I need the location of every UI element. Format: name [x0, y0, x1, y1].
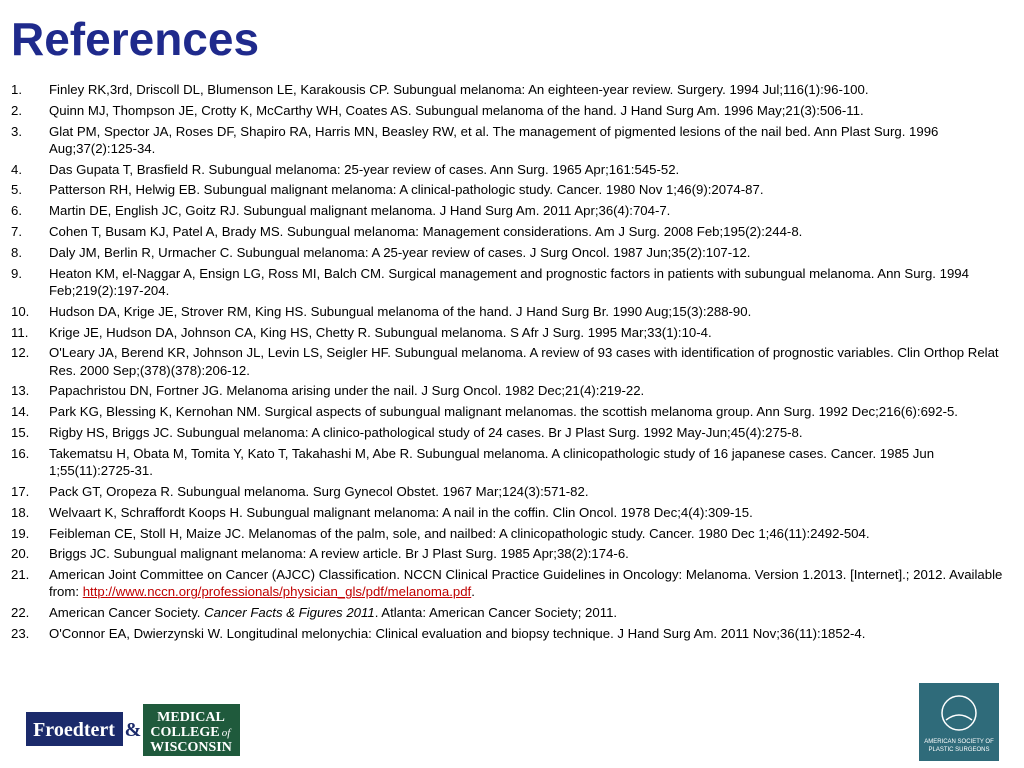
reference-number: 14. — [11, 404, 30, 420]
reference-item — [0, 483, 1016, 500]
reference-item — [0, 403, 1016, 420]
reference-item — [0, 202, 1016, 219]
reference-text: Park KG, Blessing K, Kernohan NM. Surgical aspects of subungual malignant melanomas. the scottish melanoma group. Ann Surg. 1992 Dec;216(6):692-5. — [49, 404, 958, 420]
nccn-guidelines-link[interactable]: http://www.nccn.org/professionals/physician_gls/pdf/melanoma.pdf — [82, 584, 472, 600]
reference-item — [0, 102, 1016, 119]
reference-number: 10. — [11, 303, 30, 319]
reference-text: Glat PM, Spector JA, Roses DF, Shapiro RA, Harris MN, Beasley RW, et al. The management of pigmented lesions of the nail bed. Ann Plast Surg. 1996 Aug;37(2):125-34. — [49, 123, 939, 156]
reference-item — [0, 424, 1016, 441]
reference-number: 1. — [11, 82, 22, 97]
reference-text: Patterson RH, Helwig EB. Subungual malignant melanoma: A clinical-pathologic study. Cancer. 1980 Nov 1;46(9):2074-87. — [49, 182, 764, 198]
reference-number: 11. — [11, 324, 29, 340]
reference-number: 21. — [11, 567, 30, 583]
reference-text: Quinn MJ, Thompson JE, Crotty K, McCarthy WH, Coates AS. Subungual melanoma of the hand. J Hand Surg Am. 1996 May;21(3):506-11. — [49, 102, 864, 118]
reference-item — [0, 265, 1016, 300]
reference-number: 17. — [11, 483, 30, 499]
reference-number: 5. — [11, 182, 22, 198]
reference-item — [0, 504, 1016, 521]
froedtert-medical-college-logo — [26, 704, 240, 756]
reference-text: Pack GT, Oropeza R. Subungual melanoma. Surg Gynecol Obstet. 1967 Mar;124(3):571-82. — [49, 483, 589, 499]
reference-item — [0, 625, 1016, 642]
asps-logo — [919, 683, 999, 761]
reference-text: O'Leary JA, Berend KR, Johnson JL, Levin LS, Seigler HF. Subungual melanoma. A review of 93 cases with identification of prognostic variables. Clin Orthop Relat Res. 2000 Sep;(378)(378):206-12. — [49, 345, 999, 378]
reference-item — [0, 223, 1016, 240]
page-title: References — [11, 13, 260, 65]
reference-text: Finley RK,3rd, Driscoll DL, Blumenson LE, Karakousis CP. Subungual melanoma: An eighteen-year review. Surgery. 1994 Jul;116(1):96-100. — [49, 82, 869, 97]
reference-item — [0, 244, 1016, 261]
reference-text: Takematsu H, Obata M, Tomita Y, Kato T, Takahashi M, Abe R. Subungual melanoma. A clinicopathologic study of 16 japanese cases. Cancer. 1985 Jun 1;55(11):2725-31. — [49, 445, 935, 479]
reference-number: 15. — [11, 425, 30, 441]
reference-item — [0, 161, 1016, 178]
reference-item — [0, 382, 1016, 399]
reference-text-end: . Atlanta: American Cancer Society; 2011. — [374, 605, 618, 621]
reference-number: 23. — [11, 626, 30, 642]
reference-number: 9. — [11, 265, 22, 281]
reference-text: Das Gupata T, Brasfield R. Subungual melanoma: 25-year review of cases. Ann Surg. 1965 Apr;161:545-52. — [49, 161, 680, 177]
reference-item — [0, 81, 1016, 98]
reference-number: 2. — [11, 102, 22, 118]
reference-number: 22. — [11, 605, 30, 621]
froedtert-wordmark: Froedtert — [33, 719, 115, 741]
asps-line-1: AMERICAN SOCIETY OF — [924, 739, 994, 745]
reference-item — [0, 123, 1016, 158]
reference-number: 4. — [11, 161, 22, 177]
mcw-line-1: MEDICAL — [157, 710, 225, 725]
reference-number: 8. — [11, 244, 22, 260]
reference-number: 13. — [11, 383, 30, 399]
ampersand: & — [124, 719, 142, 741]
reference-text: American Cancer Society. — [49, 605, 205, 621]
reference-list — [0, 81, 1016, 646]
reference-italic-title: Cancer Facts & Figures 2011 — [204, 605, 375, 621]
reference-number: 12. — [11, 345, 30, 361]
reference-text: Welvaart K, Schraffordt Koops H. Subungual malignant melanoma: A nail in the coffin. Clin Oncol. 1978 Dec;4(4):309-15. — [49, 504, 753, 520]
mcw-line-3: WISCONSIN — [150, 740, 232, 755]
reference-number: 6. — [11, 203, 22, 219]
asps-line-2: PLASTIC SURGEONS — [928, 747, 990, 753]
reference-number: 18. — [11, 504, 30, 520]
reference-text: O'Connor EA, Dwierzynski W. Longitudinal melonychia: Clinical evaluation and biopsy technique. J Hand Surg Am. 2011 Nov;36(11):1852-4. — [49, 626, 866, 642]
reference-item — [0, 566, 1016, 601]
reference-number: 7. — [11, 224, 22, 240]
reference-number: 19. — [11, 525, 30, 541]
reference-text: Cohen T, Busam KJ, Patel A, Brady MS. Subungual melanoma: Management considerations. Am J Surg. 2008 Feb;195(2):244-8. — [49, 224, 803, 240]
reference-item — [0, 445, 1016, 480]
reference-text: Hudson DA, Krige JE, Strover RM, King HS. Subungual melanoma of the hand. J Hand Surg Br. 1990 Aug;15(3):288-90. — [49, 303, 752, 319]
reference-item — [0, 604, 1016, 621]
reference-text: American Joint Committee on Cancer (AJCC) Classification. NCCN Clinical Practice Guidelines in Oncology: Melanoma. Version 1.2013. [Internet].; 2012. Available from: — [49, 567, 1003, 600]
reference-text: Papachristou DN, Fortner JG. Melanoma arising under the nail. J Surg Oncol. 1982 Dec;21(4):219-22. — [49, 383, 645, 399]
reference-item — [0, 303, 1016, 320]
reference-item — [0, 525, 1016, 542]
reference-text: Feibleman CE, Stoll H, Maize JC. Melanomas of the palm, sole, and nailbed: A clinicopathologic study. Cancer. 1980 Dec 1;46(11):2492-504. — [49, 525, 870, 541]
reference-item — [0, 545, 1016, 562]
reference-number: 3. — [11, 123, 22, 139]
reference-text: Martin DE, English JC, Goitz RJ. Subungual malignant melanoma. J Hand Surg Am. 2011 Apr;36(4):704-7. — [49, 203, 671, 219]
reference-item — [0, 181, 1016, 198]
reference-text: Briggs JC. Subungual malignant melanoma: A review article. Br J Plast Surg. 1985 Apr;38(2):174-6. — [49, 546, 629, 562]
reference-text: Rigby HS, Briggs JC. Subungual melanoma: A clinico-pathological study of 24 cases. Br J Plast Surg. 1992 May-Jun;45(4):275-8. — [49, 425, 803, 441]
reference-text: Krige JE, Hudson DA, Johnson CA, King HS, Chetty R. Subungual melanoma. S Afr J Surg. 1995 Mar;33(1):10-4. — [49, 324, 712, 340]
reference-number: 20. — [11, 546, 30, 562]
reference-text: Daly JM, Berlin R, Urmacher C. Subungual melanoma: A 25-year review of cases. J Surg Oncol. 1987 Jun;35(2):107-12. — [49, 244, 751, 260]
reference-number: 16. — [11, 445, 30, 461]
mcw-line-2-of: of — [221, 727, 231, 739]
reference-text: Heaton KM, el-Naggar A, Ensign LG, Ross MI, Balch CM. Surgical management and prognostic factors in patients with subungual melanoma. Ann Surg. 1994 Feb;219(2):197-204. — [49, 265, 969, 298]
reference-text-end: . — [471, 584, 475, 600]
reference-item — [0, 344, 1016, 379]
reference-item — [0, 324, 1016, 341]
mcw-line-2: COLLEGE — [150, 725, 220, 740]
